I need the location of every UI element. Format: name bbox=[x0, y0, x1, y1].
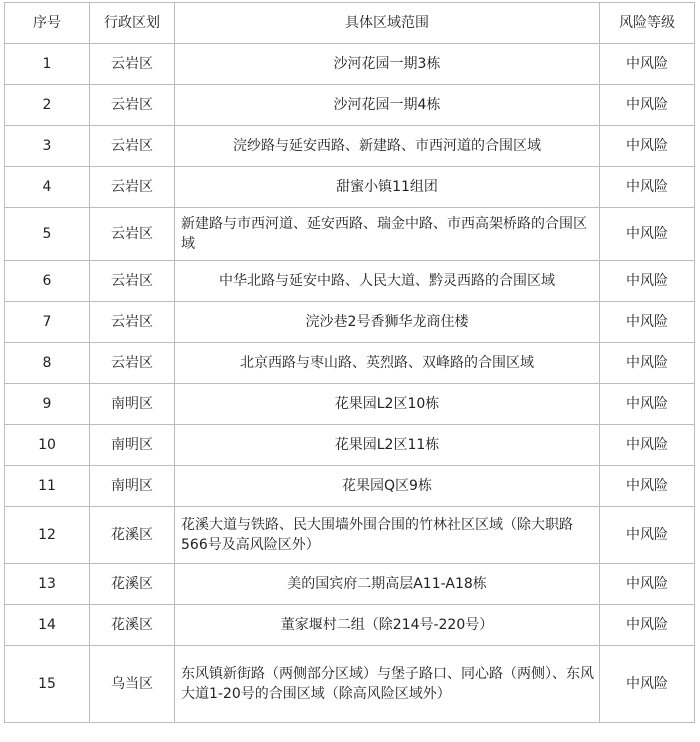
risk-area-table-container bbox=[4, 2, 694, 723]
table-row bbox=[5, 384, 695, 425]
cell-area: 花果园Q区9栋 bbox=[175, 466, 600, 507]
cell-district: 云岩区 bbox=[90, 85, 175, 126]
cell-index: 9 bbox=[5, 384, 90, 425]
cell-index: 6 bbox=[5, 261, 90, 302]
cell-area: 中华北路与延安中路、人民大道、黔灵西路的合围区域 bbox=[175, 261, 600, 302]
cell-area: 沙河花园一期3栋 bbox=[175, 44, 600, 85]
cell-area: 美的国宾府二期高层A11-A18栋 bbox=[175, 564, 600, 605]
table-row bbox=[5, 564, 695, 605]
cell-area: 沙河花园一期4栋 bbox=[175, 85, 600, 126]
cell-index: 13 bbox=[5, 564, 90, 605]
cell-index: 2 bbox=[5, 85, 90, 126]
cell-risk: 中风险 bbox=[600, 85, 695, 126]
table-row bbox=[5, 425, 695, 466]
cell-risk: 中风险 bbox=[600, 44, 695, 85]
table-row bbox=[5, 261, 695, 302]
header-index: 序号 bbox=[5, 3, 90, 44]
cell-risk: 中风险 bbox=[600, 466, 695, 507]
header-district: 行政区划 bbox=[90, 3, 175, 44]
cell-index: 8 bbox=[5, 343, 90, 384]
cell-risk: 中风险 bbox=[600, 384, 695, 425]
cell-risk: 中风险 bbox=[600, 302, 695, 343]
cell-area: 花果园L2区10栋 bbox=[175, 384, 600, 425]
risk-area-table bbox=[4, 2, 695, 723]
cell-area: 新建路与市西河道、延安西路、瑞金中路、市西高架桥路的合围区域 bbox=[175, 208, 600, 261]
cell-district: 南明区 bbox=[90, 425, 175, 466]
cell-index: 12 bbox=[5, 507, 90, 564]
cell-risk: 中风险 bbox=[600, 126, 695, 167]
cell-index: 1 bbox=[5, 44, 90, 85]
table-row bbox=[5, 302, 695, 343]
cell-index: 14 bbox=[5, 605, 90, 646]
cell-district: 南明区 bbox=[90, 384, 175, 425]
cell-district: 云岩区 bbox=[90, 126, 175, 167]
cell-district: 花溪区 bbox=[90, 564, 175, 605]
cell-risk: 中风险 bbox=[600, 646, 695, 723]
cell-area: 甜蜜小镇11组团 bbox=[175, 167, 600, 208]
cell-area: 东风镇新街路（两侧部分区域）与堡子路口、同心路（两侧）、东风大道1-20号的合围区域（除高风险区域外） bbox=[175, 646, 600, 723]
header-area: 具体区域范围 bbox=[175, 3, 600, 44]
cell-risk: 中风险 bbox=[600, 208, 695, 261]
cell-district: 花溪区 bbox=[90, 507, 175, 564]
cell-risk: 中风险 bbox=[600, 507, 695, 564]
table-row bbox=[5, 646, 695, 723]
cell-index: 5 bbox=[5, 208, 90, 261]
cell-index: 7 bbox=[5, 302, 90, 343]
header-risk: 风险等级 bbox=[600, 3, 695, 44]
table-row bbox=[5, 126, 695, 167]
cell-risk: 中风险 bbox=[600, 605, 695, 646]
table-row bbox=[5, 167, 695, 208]
cell-area: 浣沙巷2号香狮华龙商住楼 bbox=[175, 302, 600, 343]
cell-district: 乌当区 bbox=[90, 646, 175, 723]
cell-district: 南明区 bbox=[90, 466, 175, 507]
cell-area: 浣纱路与延安西路、新建路、市西河道的合围区域 bbox=[175, 126, 600, 167]
cell-district: 云岩区 bbox=[90, 167, 175, 208]
table-row bbox=[5, 605, 695, 646]
cell-district: 云岩区 bbox=[90, 208, 175, 261]
table-row bbox=[5, 343, 695, 384]
cell-area: 花溪大道与铁路、民大围墙外围合围的竹林社区区域（除大职路566号及高风险区外） bbox=[175, 507, 600, 564]
table-row bbox=[5, 466, 695, 507]
cell-area: 董家堰村二组（除214号-220号） bbox=[175, 605, 600, 646]
cell-area: 北京西路与枣山路、英烈路、双峰路的合围区域 bbox=[175, 343, 600, 384]
cell-district: 云岩区 bbox=[90, 343, 175, 384]
table-header-row bbox=[5, 3, 695, 44]
cell-risk: 中风险 bbox=[600, 425, 695, 466]
table-row bbox=[5, 507, 695, 564]
cell-district: 云岩区 bbox=[90, 44, 175, 85]
table-row bbox=[5, 44, 695, 85]
table-row bbox=[5, 208, 695, 261]
cell-index: 3 bbox=[5, 126, 90, 167]
cell-index: 11 bbox=[5, 466, 90, 507]
cell-risk: 中风险 bbox=[600, 261, 695, 302]
cell-district: 云岩区 bbox=[90, 261, 175, 302]
cell-area: 花果园L2区11栋 bbox=[175, 425, 600, 466]
cell-district: 云岩区 bbox=[90, 302, 175, 343]
cell-risk: 中风险 bbox=[600, 167, 695, 208]
cell-risk: 中风险 bbox=[600, 343, 695, 384]
cell-district: 花溪区 bbox=[90, 605, 175, 646]
table-row bbox=[5, 85, 695, 126]
cell-risk: 中风险 bbox=[600, 564, 695, 605]
cell-index: 10 bbox=[5, 425, 90, 466]
cell-index: 15 bbox=[5, 646, 90, 723]
cell-index: 4 bbox=[5, 167, 90, 208]
